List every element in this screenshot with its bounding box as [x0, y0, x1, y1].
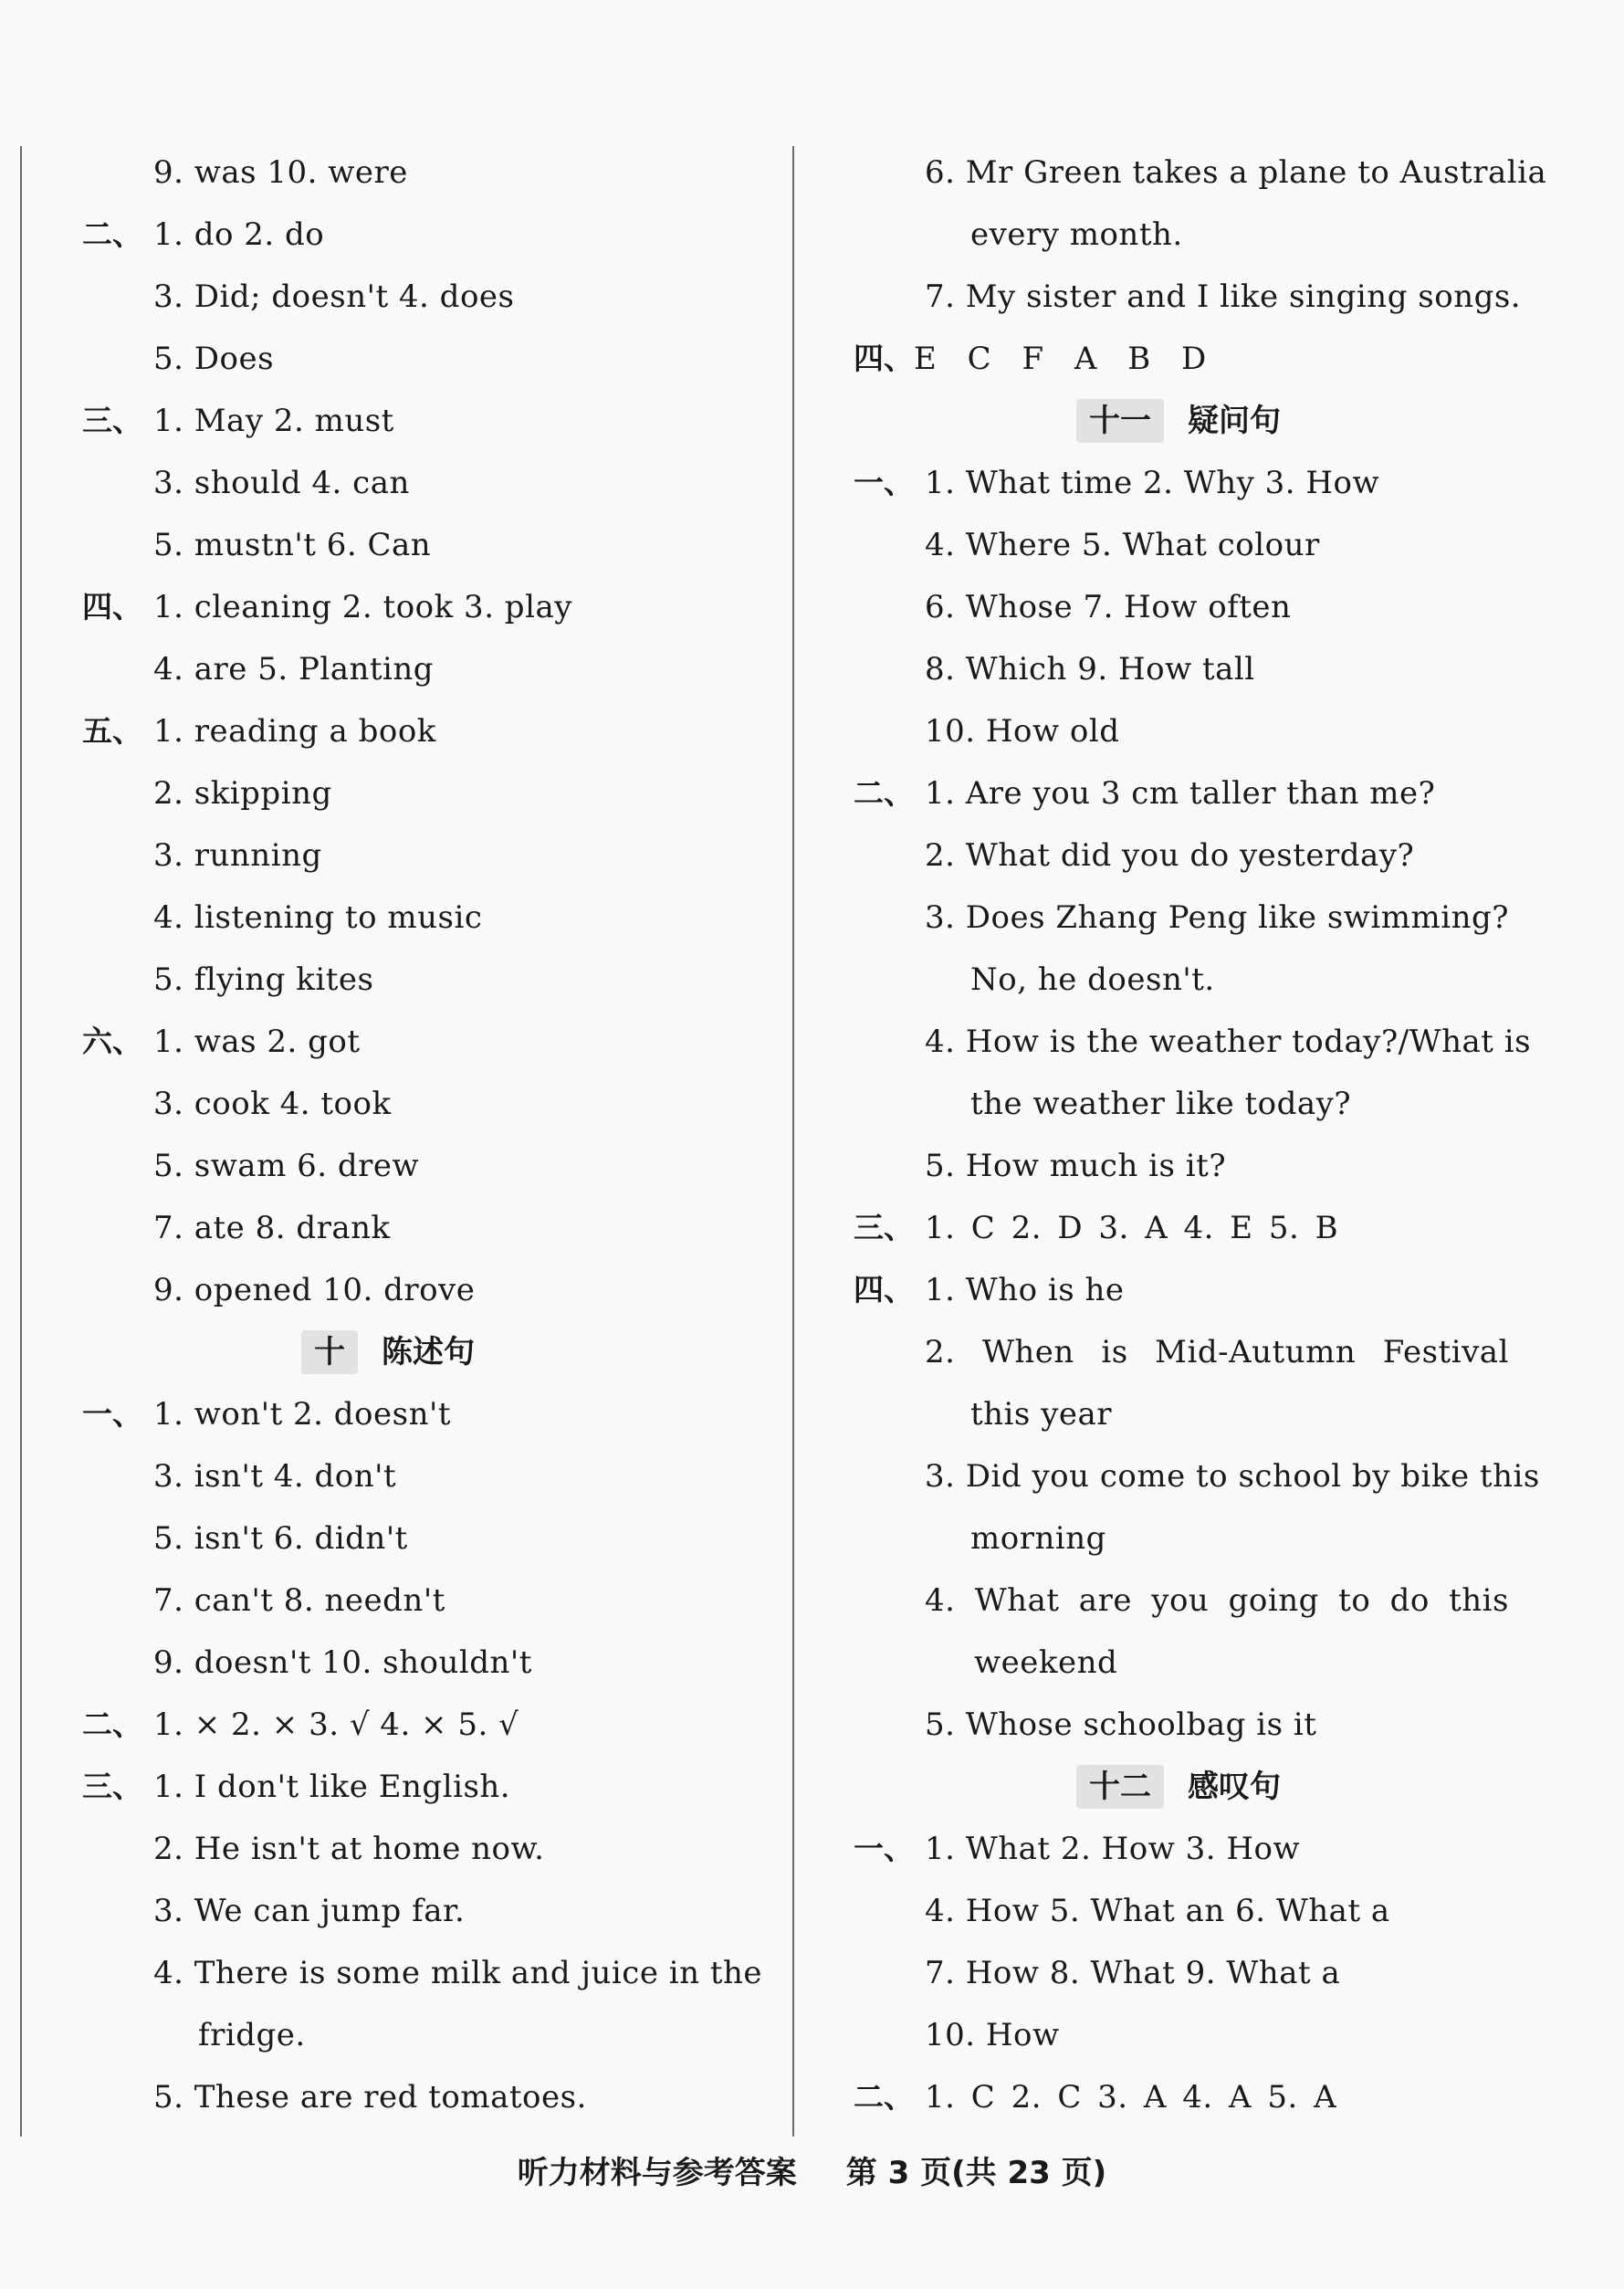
section-heading-11 — [1076, 390, 1281, 452]
word: 2. — [925, 1334, 956, 1370]
answer-line: 1. was 2. got — [153, 1024, 361, 1060]
answer-line: 2. He isn't at home now. — [153, 1831, 545, 1867]
section-title: 感叹句 — [1188, 1769, 1281, 1805]
section-heading-12 — [1076, 1756, 1281, 1818]
answer-line: 5. How much is it? — [925, 1148, 1227, 1184]
answer-line: 3. isn't 4. don't — [153, 1458, 397, 1495]
answer-line: every month. — [970, 216, 1183, 253]
word: When — [981, 1334, 1074, 1370]
word: are — [1078, 1582, 1132, 1619]
section-number: 十二 — [1076, 1765, 1164, 1809]
answer-line: 3. running — [153, 837, 322, 874]
answer-line: 3. We can jump far. — [153, 1893, 466, 1929]
answer-line: 2. What did you do yesterday? — [925, 837, 1415, 874]
answer-line: 1. What 2. How 3. How — [925, 1831, 1301, 1867]
footer-title: 听力材料与参考答案 — [517, 2155, 797, 2191]
answer-line: 7. My sister and I like singing songs. — [925, 278, 1522, 315]
answer-line: 1. won't 2. doesn't — [153, 1396, 451, 1433]
answer-line: 10. How — [925, 2017, 1060, 2053]
section-number: 十 — [301, 1330, 358, 1374]
section-marker: 一、 — [854, 465, 914, 500]
answer-line: 4. Where 5. What colour — [925, 527, 1320, 563]
section-marker: 二、 — [82, 1706, 142, 1742]
answer-line: 3. should 4. can — [153, 465, 410, 501]
answer-line: 3. cook 4. took — [153, 1086, 392, 1122]
page-number: 第 3 页(共 23 页) — [845, 2155, 1107, 2191]
answer-line: 7. How 8. What 9. What a — [925, 1955, 1341, 1991]
answer-line: 1. reading a book — [153, 713, 436, 750]
answer-line: 2. skipping — [153, 775, 332, 812]
section-heading-10 — [301, 1321, 475, 1383]
word: Mid-Autumn — [1155, 1334, 1357, 1370]
section-marker: 二、 — [854, 775, 914, 811]
word: 4. — [925, 1582, 956, 1619]
answer-line: 1. I don't like English. — [153, 1769, 511, 1805]
word: do — [1389, 1582, 1430, 1619]
answer-line: 4. How 5. What an 6. What a — [925, 1893, 1390, 1929]
answer-line: this year — [970, 1396, 1113, 1433]
word: What — [974, 1582, 1060, 1619]
answer-line: 4. How is the weather today?/What is — [925, 1024, 1532, 1060]
answer-line: 1. do 2. do — [153, 216, 325, 253]
answer-line: 4. There is some milk and juice in the — [153, 1955, 763, 1991]
section-marker: 四、 — [854, 1272, 914, 1307]
answer-line: 1. C 2. D 3. A 4. E 5. B — [925, 1210, 1339, 1246]
word: this — [1449, 1582, 1509, 1619]
answer-line: 3. Did you come to school by bike this — [925, 1458, 1540, 1495]
section-number: 十一 — [1076, 399, 1164, 443]
answer-line-justified — [925, 1321, 1509, 1383]
page-footer — [0, 2147, 1624, 2192]
answer-line: 5. flying kites — [153, 961, 374, 998]
section-title: 疑问句 — [1188, 403, 1281, 439]
section-marker: 二、 — [82, 216, 142, 252]
answer-line: 8. Which 9. How tall — [925, 651, 1255, 688]
answer-line: 6. Mr Green takes a plane to Australia — [925, 154, 1547, 191]
answer-line: 9. opened 10. drove — [153, 1272, 476, 1308]
answer-line: 4. listening to music — [153, 899, 483, 936]
answer-line: No, he doesn't. — [970, 961, 1215, 998]
word: going — [1228, 1582, 1319, 1619]
answer-line: 5. isn't 6. didn't — [153, 1520, 408, 1557]
section-marker: 一、 — [82, 1396, 142, 1432]
answer-line: 1. C 2. C 3. A 4. A 5. A — [925, 2079, 1337, 2116]
answer-line: 3. Did; doesn't 4. does — [153, 278, 515, 315]
answer-line: 7. ate 8. drank — [153, 1210, 391, 1246]
left-margin-rule — [20, 146, 22, 2137]
answer-line: 1. × 2. × 3. √ 4. × 5. √ — [153, 1706, 519, 1743]
section-marker: 一、 — [854, 1831, 914, 1866]
answer-line: 5. Does — [153, 341, 275, 377]
answer-line: 9. doesn't 10. shouldn't — [153, 1644, 532, 1681]
section-marker: 六、 — [82, 1024, 142, 1059]
section-marker: 三、 — [82, 403, 142, 438]
answer-line: weekend — [974, 1644, 1118, 1681]
answer-line: 7. can't 8. needn't — [153, 1582, 445, 1619]
answer-line: 5. Whose schoolbag is it — [925, 1706, 1317, 1743]
word: Festival — [1382, 1334, 1509, 1370]
answer-line: 3. Does Zhang Peng like swimming? — [925, 899, 1510, 936]
section-marker: 三、 — [854, 1210, 914, 1245]
answer-line: 5. These are red tomatoes. — [153, 2079, 587, 2116]
answer-line: 4. are 5. Planting — [153, 651, 435, 688]
answer-line: 5. swam 6. drew — [153, 1148, 420, 1184]
section-marker: 五、 — [82, 713, 142, 749]
answer-line: 5. mustn't 6. Can — [153, 527, 432, 563]
section-marker: 四、 — [82, 589, 142, 625]
answer-line: 9. was 10. were — [153, 154, 408, 191]
word: you — [1151, 1582, 1210, 1619]
answer-line: 6. Whose 7. How often — [925, 589, 1292, 625]
answer-line: 10. How old — [925, 713, 1120, 750]
section-title: 陈述句 — [382, 1334, 475, 1370]
answer-line: 1. Who is he — [925, 1272, 1125, 1308]
answer-line: 1. Are you 3 cm taller than me? — [925, 775, 1436, 812]
section-marker: 二、 — [854, 2079, 914, 2115]
answer-line-justified — [925, 1570, 1509, 1632]
column-divider — [792, 146, 794, 2137]
answer-line: fridge. — [198, 2017, 306, 2053]
answer-line: 1. What time 2. Why 3. How — [925, 465, 1380, 501]
word: to — [1338, 1582, 1371, 1619]
section-marker: 三、 — [82, 1769, 142, 1804]
word: is — [1101, 1334, 1128, 1370]
answer-line: the weather like today? — [970, 1086, 1352, 1122]
answer-line: E C F A B D — [914, 341, 1207, 377]
answer-line: morning — [970, 1520, 1106, 1557]
answer-line: 1. May 2. must — [153, 403, 394, 439]
answer-line: 1. cleaning 2. took 3. play — [153, 589, 572, 625]
section-marker: 四、 — [854, 341, 914, 376]
